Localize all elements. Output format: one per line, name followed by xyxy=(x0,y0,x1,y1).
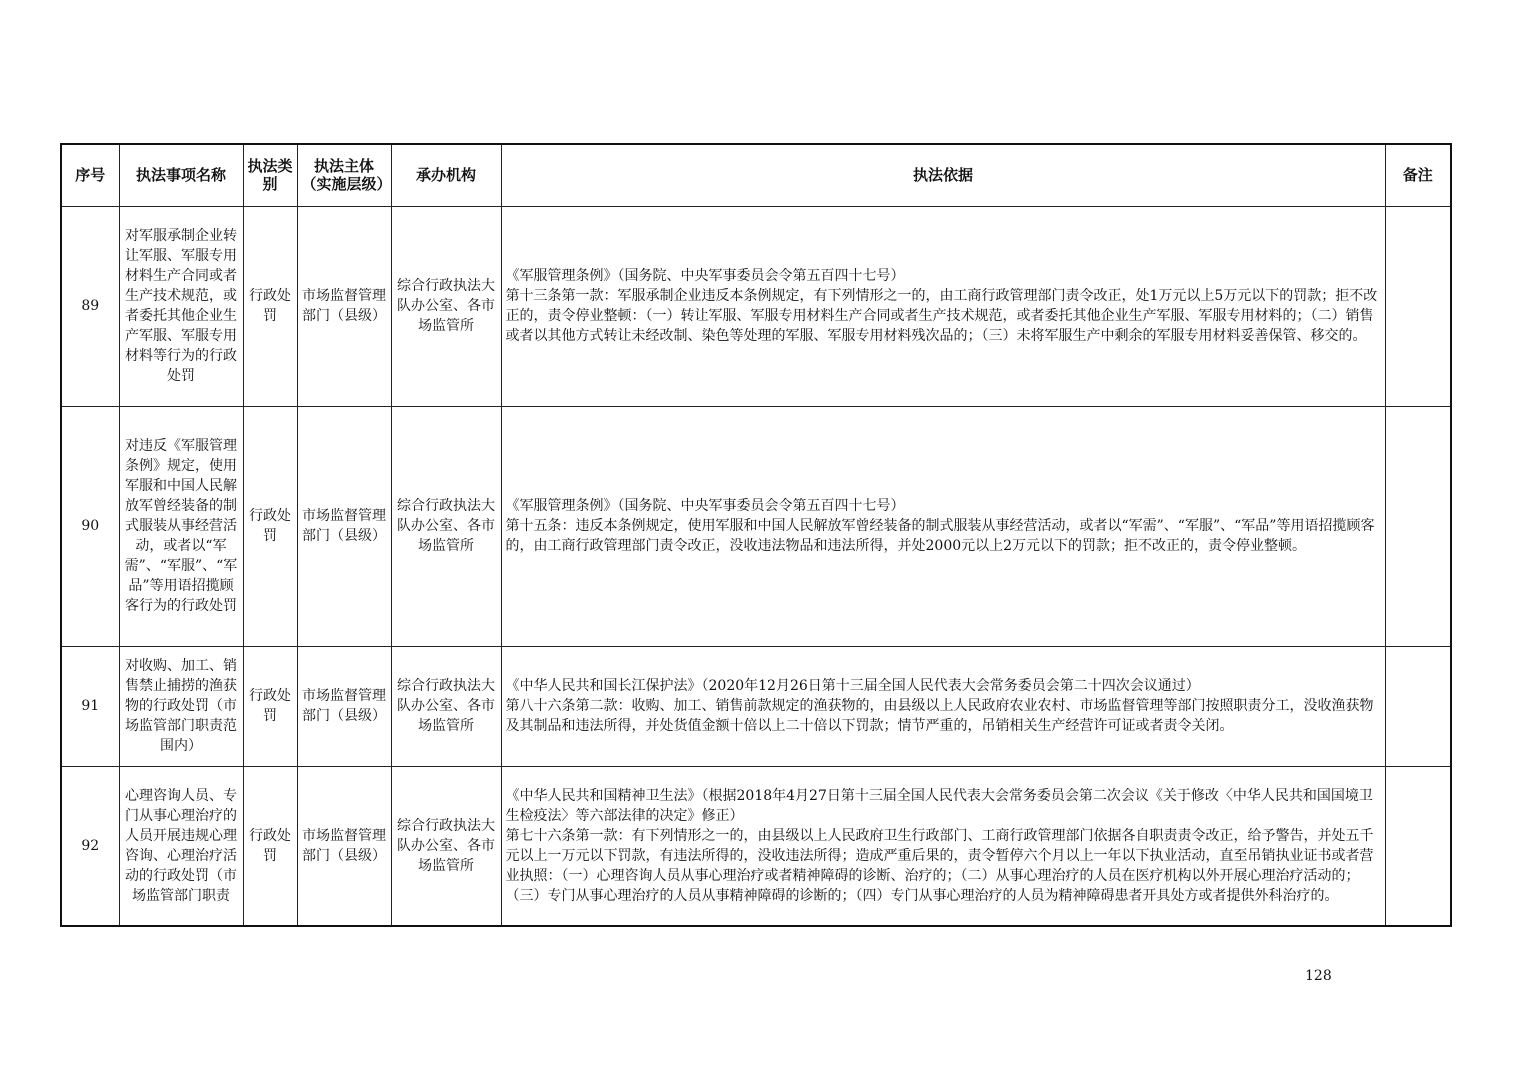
header-seq: 序号 xyxy=(61,144,119,206)
row-item-name: 对违反《军服管理条例》规定，使用军服和中国人民解放军曾经装备的制式服装从事经营活动，或者以“军需”、“军服”、“军品”等用语招揽顾客行为的行政处罚 xyxy=(119,406,243,646)
enforcement-items-table xyxy=(60,143,1452,927)
row-subject: 市场监督管理部门（县级） xyxy=(297,206,391,406)
row-item-name: 对收购、加工、销售禁止捕捞的渔获物的行政处罚（市场监管部门职责范围内） xyxy=(119,646,243,766)
row-seq: 92 xyxy=(61,766,119,926)
row-subject: 市场监督管理部门（县级） xyxy=(297,646,391,766)
table-row xyxy=(61,646,1451,766)
row-subject: 市场监督管理部门（县级） xyxy=(297,406,391,646)
header-subject: 执法主体（实施层级） xyxy=(297,144,391,206)
header-item-name: 执法事项名称 xyxy=(119,144,243,206)
row-seq: 89 xyxy=(61,206,119,406)
row-seq: 90 xyxy=(61,406,119,646)
row-remarks xyxy=(1385,206,1451,406)
row-basis: 《中华人民共和国精神卫生法》（根据2018年4月27日第十三届全国人民代表大会常务委员会第二次会议《关于修改〈中华人民共和国国境卫生检疫法〉等六部法律的决定》修正） 第七十六条第一款：有下列情形之一的，由县级以上人民政府卫生行政部门、工商行政管理部门依据各自职责责令改正，给予警告，并处五千元以上一万元以下罚款，有违法所得的，没收违法所得；造成严重后果的，责令暂停六个月以上一年以下执业活动，直至吊销执业证书或者营业执照：（一）心理咨询人员从事心理治疗或者精神障碍的诊断、治疗的；（二）从事心理治疗的人员在医疗机构以外开展心理治疗活动的；（三）专门从事心理治疗的人员从事精神障碍的诊断的；（四）专门从事心理治疗的人员为精神障碍患者开具处方或者提供外科治疗的。 xyxy=(501,766,1385,926)
row-remarks xyxy=(1385,406,1451,646)
row-agency: 综合行政执法大队办公室、各市场监管所 xyxy=(391,766,501,926)
table-row xyxy=(61,206,1451,406)
table-header-row xyxy=(61,144,1451,206)
row-basis: 《中华人民共和国长江保护法》（2020年12月26日第十三届全国人民代表大会常务委员会第二十四次会议通过） 第八十六条第二款：收购、加工、销售前款规定的渔获物的，由县级以上人民政府农业农村、市场监督管理等部门按照职责分工，没收渔获物及其制品和违法所得，并处货值金额十倍以上二十倍以下罚款；情节严重的，吊销相关生产经营许可证或者责令关闭。 xyxy=(501,646,1385,766)
table-row xyxy=(61,766,1451,926)
header-basis: 执法依据 xyxy=(501,144,1385,206)
row-subject: 市场监督管理部门（县级） xyxy=(297,766,391,926)
row-category: 行政处罚 xyxy=(243,406,297,646)
header-agency: 承办机构 xyxy=(391,144,501,206)
row-remarks xyxy=(1385,646,1451,766)
row-category: 行政处罚 xyxy=(243,646,297,766)
row-category: 行政处罚 xyxy=(243,206,297,406)
row-item-name: 对军服承制企业转让军服、军服专用材料生产合同或者生产技术规范，或者委托其他企业生产军服、军服专用材料等行为的行政处罚 xyxy=(119,206,243,406)
row-item-name: 心理咨询人员、专门从事心理治疗的人员开展违规心理咨询、心理治疗活动的行政处罚（市场监管部门职责 xyxy=(119,766,243,926)
row-agency: 综合行政执法大队办公室、各市场监管所 xyxy=(391,206,501,406)
row-basis: 《军服管理条例》（国务院、中央军事委员会令第五百四十七号） 第十五条：违反本条例规定，使用军服和中国人民解放军曾经装备的制式服装从事经营活动，或者以“军需”、“军服”、“军品”等用语招揽顾客的，由工商行政管理部门责令改正，没收违法物品和违法所得，并处2000元以上2万元以下的罚款；拒不改正的，责令停业整顿。 xyxy=(501,406,1385,646)
row-remarks xyxy=(1385,766,1451,926)
page-number: 128 xyxy=(1305,968,1332,984)
header-remarks: 备注 xyxy=(1385,144,1451,206)
row-agency: 综合行政执法大队办公室、各市场监管所 xyxy=(391,646,501,766)
row-basis: 《军服管理条例》（国务院、中央军事委员会令第五百四十七号） 第十三条第一款：军服承制企业违反本条例规定，有下列情形之一的，由工商行政管理部门责令改正，处1万元以上5万元以下的罚款；拒不改正的，责令停业整顿：（一）转让军服、军服专用材料生产合同或者生产技术规范，或者委托其他企业生产军服、军服专用材料的；（二）销售或者以其他方式转让未经改制、染色等处理的军服、军服专用材料残次品的；（三）未将军服生产中剩余的军服专用材料妥善保管、移交的。 xyxy=(501,206,1385,406)
header-category: 执法类别 xyxy=(243,144,297,206)
table-row xyxy=(61,406,1451,646)
row-category: 行政处罚 xyxy=(243,766,297,926)
row-agency: 综合行政执法大队办公室、各市场监管所 xyxy=(391,406,501,646)
row-seq: 91 xyxy=(61,646,119,766)
